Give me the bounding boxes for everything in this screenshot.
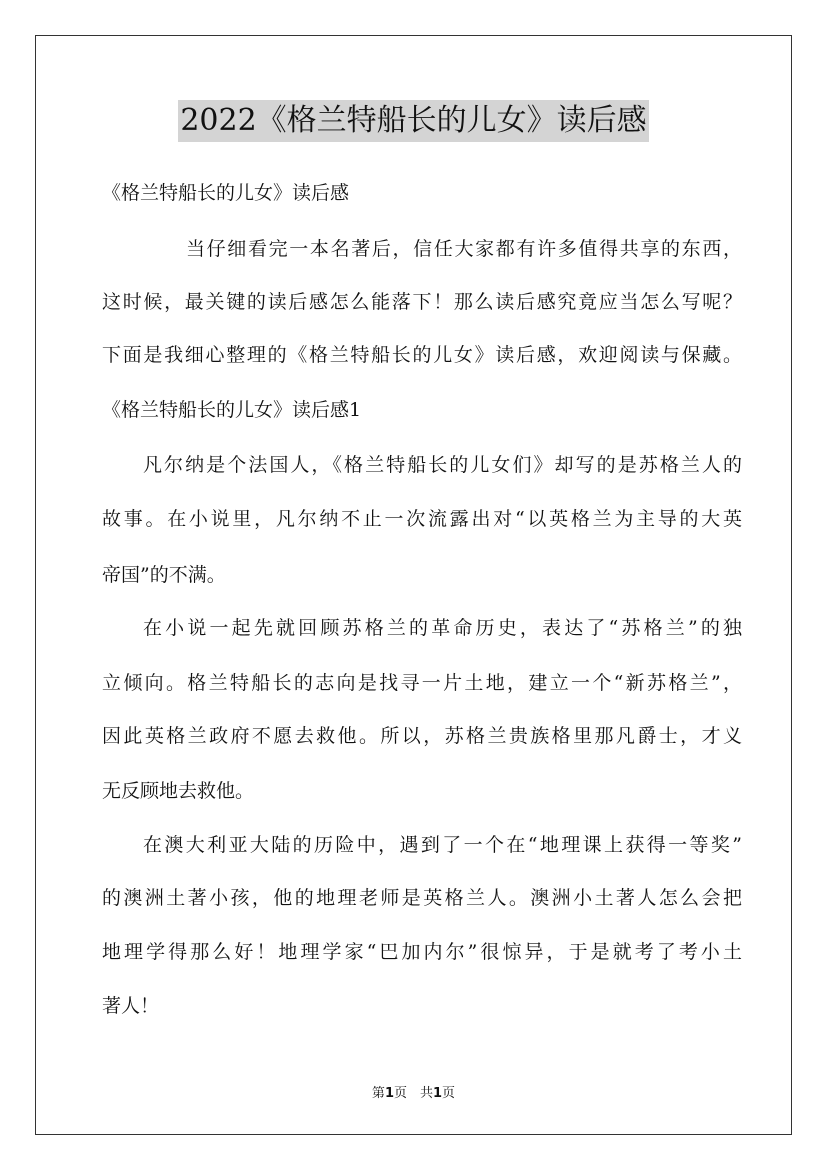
- footer-page-number: 1: [384, 1086, 394, 1101]
- footer-prefix: 第: [371, 1086, 385, 1101]
- intro-line-3: 下面是我细心整理的《格兰特船长的儿女》读后感，欢迎阅读与保藏。: [102, 344, 742, 366]
- intro-line-2: 这时候，最关键的读后感怎么能落下！那么读后感究竟应当怎么写呢？: [102, 291, 742, 313]
- para1-line-2: 故事。在小说里，凡尔纳不止一次流露出对“以英格兰为主导的大英: [102, 508, 742, 530]
- subtitle-line: 《格兰特船长的儿女》读后感: [102, 182, 350, 204]
- para3-line-2: 的澳洲土著小孩，他的地理老师是英格兰人。澳洲小土著人怎么会把: [102, 887, 742, 909]
- footer-middle: 页 共: [393, 1086, 433, 1101]
- title-wrap: [0, 100, 827, 142]
- para3-line-4: 著人！: [102, 995, 160, 1017]
- para2-line-1: 在小说一起先就回顾苏格兰的革命历史，表达了“苏格兰”的独: [143, 617, 742, 639]
- para1-line-1: 凡尔纳是个法国人，《格兰特船长的儿女们》却写的是苏格兰人的: [143, 454, 742, 476]
- footer-page-total: 1: [433, 1086, 443, 1101]
- para3-line-1: 在澳大利亚大陆的历险中，遇到了一个在“地理课上获得一等奖”: [143, 834, 742, 856]
- para1-line-3: 帝国”的不满。: [102, 564, 226, 586]
- document-title: 2022《格兰特船长的儿女》读后感: [178, 100, 648, 142]
- para2-line-3: 因此英格兰政府不愿去救他。所以，苏格兰贵族格里那凡爵士，才义: [102, 725, 742, 747]
- para2-line-4: 无反顾地去救他。: [102, 780, 255, 802]
- intro-line-1: 当仔细看完一本名著后，信任大家都有许多值得共享的东西，: [186, 238, 742, 260]
- footer-suffix: 页: [442, 1086, 456, 1101]
- page-footer: [0, 1082, 827, 1101]
- para3-line-3: 地理学得那么好！地理学家“巴加内尔”很惊异，于是就考了考小土: [102, 941, 742, 963]
- section-heading: 《格兰特船长的儿女》读后感1: [102, 399, 362, 421]
- para2-line-2: 立倾向。格兰特船长的志向是找寻一片土地，建立一个“新苏格兰”，: [102, 672, 742, 694]
